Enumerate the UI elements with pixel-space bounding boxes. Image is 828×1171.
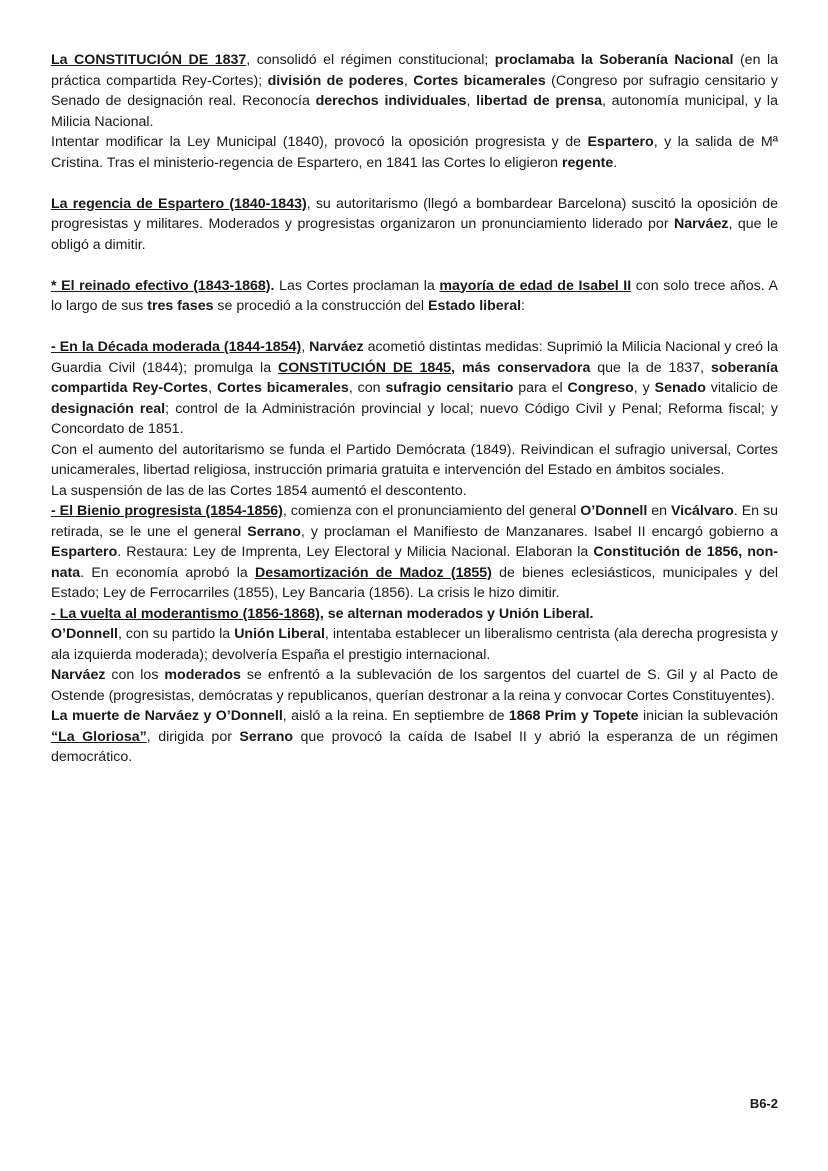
bold-text: Espartero xyxy=(587,134,654,150)
bold-text: derechos individuales xyxy=(315,93,467,109)
text-run: Con el aumento del autoritarismo se funda el Partido Demócrata (1849). Reivindican el sufragio universal, Cortes unicamerales, libertad religiosa, instrucción primaria gratuita e intervención del Estado en ámbitos sociales. xyxy=(51,441,778,478)
bold-text: “La Gloriosa” xyxy=(51,728,147,745)
bold-text: 1868 Prim y Topete xyxy=(508,708,639,724)
text-run: con los xyxy=(105,667,165,683)
text-run: , consolidó el régimen constitucional; xyxy=(246,52,495,68)
paragraph xyxy=(51,665,778,706)
text-run: que la de 1837, xyxy=(590,359,711,376)
bold-text: O’Donnell xyxy=(580,503,648,519)
bold-text: Serrano xyxy=(239,728,294,745)
bold-text: sufragio censitario xyxy=(385,380,514,396)
text-run: que provocó la caída de Isabel II y abrió la esperanza de un régimen democrático. xyxy=(51,728,778,765)
paragraph xyxy=(51,706,778,768)
bold-text: Narváez xyxy=(674,216,729,232)
text-run: acometió distintas medidas: Suprimió la Milicia Nacional y creó la Guardia Civil (1844); promulga la xyxy=(51,339,778,376)
bold-text: proclamaba la Soberanía Nacional xyxy=(494,52,734,68)
text-run: (Congreso por sufragio censitario y Senado de designación real. Reconocía xyxy=(51,72,778,109)
bold-text: O’Donnell xyxy=(51,626,118,642)
paragraph xyxy=(51,276,778,317)
text-run: , con xyxy=(348,380,386,396)
bold-text: , más conservadora xyxy=(451,359,591,376)
text-run: con solo trece años. A lo largo de sus xyxy=(51,277,778,314)
paragraph xyxy=(51,624,778,665)
bold-text: . xyxy=(270,277,275,294)
text-run: (en la práctica compartida Rey-Cortes); xyxy=(51,52,778,89)
bold-text: Senado xyxy=(654,380,706,396)
bold-text: Cortes bicamerales xyxy=(413,72,546,89)
paragraph xyxy=(51,440,778,481)
text-run: , y la salida de Mª Cristina. Tras el ministerio-regencia de Espartero, en 1841 las Cortes lo eligieron xyxy=(51,134,778,171)
text-run: , que le obligó a dimitir. xyxy=(51,216,778,253)
bold-text: Constitución de 1856, non-nata xyxy=(51,544,778,581)
bold-text: libertad de prensa xyxy=(476,93,602,109)
bold-text: - La vuelta al moderantismo (1856-1868) xyxy=(51,605,320,622)
text-run: , xyxy=(466,93,477,109)
bold-text: Unión Liberal xyxy=(234,626,325,642)
text-run: , su autoritarismo (llegó a bombardear Barcelona) suscitó la oposición de progresistas y militares. Moderados y progresistas organizaron un pronunciamiento liderado por xyxy=(51,195,778,232)
bold-text: Congreso xyxy=(567,380,634,396)
paragraph xyxy=(51,132,778,173)
text-run: para el xyxy=(513,380,568,396)
text-run: , xyxy=(403,72,414,89)
text-run: , y proclaman el Manifiesto de Manzanares. Isabel II encargó gobierno a xyxy=(300,523,779,540)
text-run: vitalicio de xyxy=(705,380,778,396)
text-run: , y xyxy=(633,380,655,396)
text-run: , xyxy=(301,339,310,355)
bold-text: Desamortización de Madoz (1855) xyxy=(255,564,492,581)
text-run: . Restaura: Ley de Imprenta, Ley Electoral y Milicia Nacional. Elaboran la xyxy=(117,544,594,560)
text-run: , intentaba establecer un liberalismo centrista (ala derecha progresista y ala izquierda moderada); devolvería España el prestigio internacional. xyxy=(51,626,778,663)
bold-text: La muerte de Narváez y O’Donnell xyxy=(51,708,283,724)
text-run: ; control de la Administración provincial y local; nuevo Código Civil y Penal; Reforma fiscal; y Concordato de 1851. xyxy=(51,400,779,437)
paragraph xyxy=(51,604,778,625)
bold-text: moderados xyxy=(164,667,241,683)
bold-text: Serrano xyxy=(247,523,301,540)
bold-text: Cortes bicamerales xyxy=(216,380,349,396)
bold-text: CONSTITUCIÓN DE 1845 xyxy=(278,359,452,376)
bold-text: tres fases xyxy=(147,298,214,314)
bold-text: La regencia de Espartero (1840-1843) xyxy=(51,195,307,212)
paragraph xyxy=(51,194,778,256)
paragraph xyxy=(51,501,778,604)
text-run: . xyxy=(613,154,618,171)
bold-text: Narváez xyxy=(309,339,364,355)
text-run: en xyxy=(647,503,671,519)
paragraph xyxy=(51,481,778,502)
text-run: . En su retirada, se le une el general xyxy=(51,503,778,540)
text-run: se procedió a la construcción del xyxy=(213,298,428,314)
bold-text: Espartero xyxy=(51,544,118,560)
bold-text: soberanía compartida Rey-Cortes xyxy=(51,359,778,396)
paragraph xyxy=(51,337,778,440)
bold-text: mayoría de edad de Isabel II xyxy=(439,277,632,294)
paragraph-gap xyxy=(51,317,778,338)
text-run: : xyxy=(521,298,525,314)
text-run: Intentar modificar la Ley Municipal (1840), provocó la oposición progresista y de xyxy=(51,134,588,150)
text-run: , comienza con el pronunciamiento del general xyxy=(282,503,581,519)
text-run: , xyxy=(208,380,217,396)
bold-text: * El reinado efectivo (1843-1868) xyxy=(51,277,271,294)
text-run: inician la sublevación xyxy=(638,708,778,724)
text-run: se enfrentó a la sublevación de los sargentos del cuartel de S. Gil y al Pacto de Ostende (progresistas, demócratas y republicanos, querían destronar a la reina y convocar Cortes Constituyentes). xyxy=(51,667,778,704)
text-run: , aisló a la reina. En septiembre de xyxy=(282,708,509,724)
text-run: . En economía aprobó la xyxy=(80,564,256,581)
bold-text: Estado liberal xyxy=(428,298,522,314)
bold-text: Vicálvaro xyxy=(670,503,734,519)
text-run: de bienes eclesiásticos, municipales y del Estado; Ley de Ferrocarriles (1855), Ley Bancaria (1856). La crisis le hizo dimitir. xyxy=(51,564,778,601)
text-run: , dirigida por xyxy=(146,728,240,745)
text-run: La suspensión de las de las Cortes 1854 aumentó el descontento. xyxy=(51,482,467,499)
bold-text: designación real xyxy=(51,400,166,417)
text-run: , con su partido la xyxy=(118,626,235,642)
bold-text: regente xyxy=(562,154,614,171)
bold-text: - En la Década moderada (1844-1854) xyxy=(51,339,302,355)
paragraph-gap xyxy=(51,173,778,194)
bold-text: división de poderes xyxy=(267,72,404,89)
document-body xyxy=(51,50,778,768)
paragraph xyxy=(51,50,778,132)
paragraph-gap xyxy=(51,255,778,276)
bold-text: Narváez xyxy=(51,667,106,683)
bold-text: , se alternan moderados y Unión Liberal. xyxy=(319,605,594,622)
page-number: B6-2 xyxy=(749,1096,778,1111)
text-run: Las Cortes proclaman la xyxy=(274,277,440,294)
text-run: , autonomía municipal, y la Milicia Nacional. xyxy=(51,93,778,130)
bold-text: La CONSTITUCIÓN DE 1837 xyxy=(51,52,247,68)
bold-text: - El Bienio progresista (1854-1856) xyxy=(51,503,283,519)
